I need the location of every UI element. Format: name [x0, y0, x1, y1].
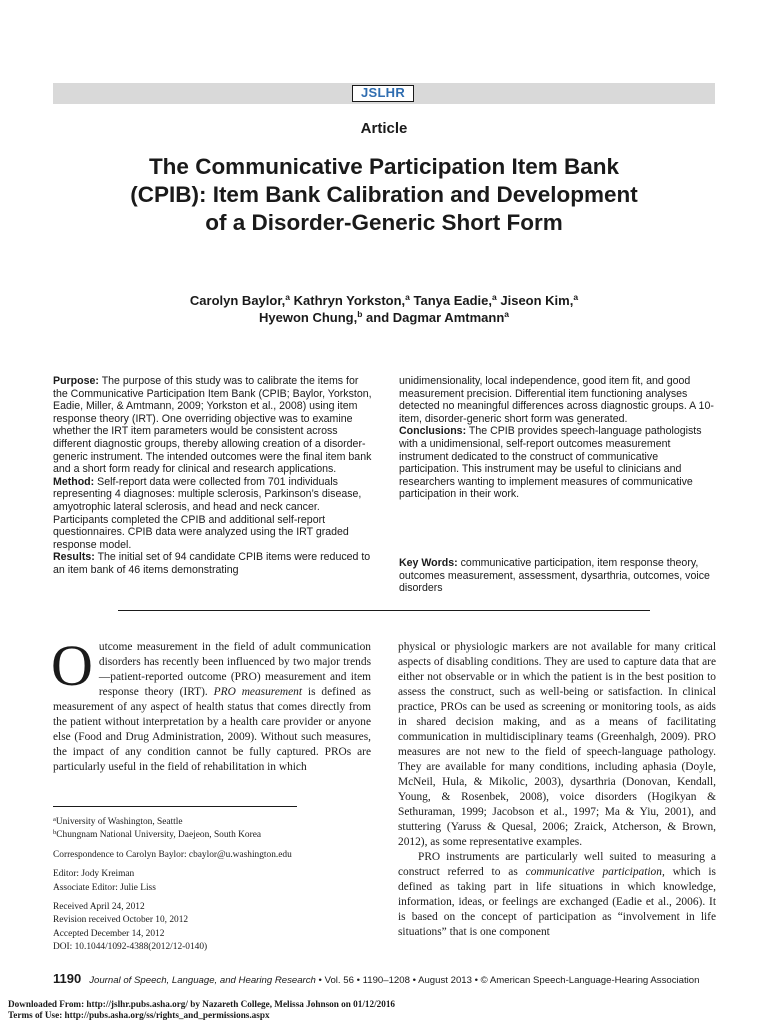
- abstract-results-label: Results:: [53, 551, 95, 564]
- abstract-conclusions-label: Conclusions:: [399, 425, 467, 438]
- footnote-correspondence: Correspondence to Carolyn Baylor: cbaylor@u.washington.edu: [53, 849, 292, 860]
- body-paragraph: physical or physiologic markers are not available for many critical aspects of disabling conditions. They are used to capture data that are either not observable or in which the patient is in the best position to assess the construct, such as well-being or satisfaction. In clinical practice, PROs can be used as screening or monitoring tools, as aids in shared decision making, and as a means of facilitating communication in multidisciplinary teams (Greenhalgh, 2009). PRO measures are not new to the field of speech-language pathology. They are available for many conditions, including aphasia (Doyle, McNeil, Hula, & Mikolic, 2003), dysarthria (Donovan, Kendall, Young, & Rosenbek, 2008), voice disorders (Hogikyan & Sethuraman, 1999; Jacobson et al., 1997; Ma & Yiu, 2001), and stuttering (Yaruss & Quesal, 2006; Zraick, Atcherson, & Brown, 2012), as some representative examples.: [398, 641, 716, 848]
- footnote-affiliation-b: $^b$Chungnam National University, Daejeon, South Korea: [53, 829, 262, 841]
- author-list: [140, 292, 628, 326]
- footnote-doi[interactable]: DOI: 10.1044/1092-4388(2012/12-0140): [53, 942, 208, 953]
- author-affiliation-mark: a: [405, 292, 410, 302]
- footnotes: [53, 816, 383, 955]
- citation-details: • Vol. 56 • 1190–1208 • August 2013 • © American Speech-Language-Hearing Association: [315, 975, 700, 986]
- abstract-conclusions: [399, 425, 719, 501]
- footnote-received: Received April 24, 2012: [53, 902, 145, 913]
- author-name: Kathryn Yorkston,: [293, 293, 406, 308]
- body-text: PRO instruments are particularly well suited to measuring a construct referred to as: [398, 851, 716, 878]
- body-left-column: [51, 633, 371, 775]
- abstract-method-label: Method:: [53, 475, 95, 488]
- author-affiliation-mark: a: [285, 292, 291, 302]
- footnote-associate-editor: Associate Editor: Julie Liss: [53, 882, 156, 893]
- body-paragraph: [51, 633, 371, 775]
- author-affiliation-mark: a: [573, 292, 579, 302]
- abstract-left-column: [53, 375, 373, 577]
- author-affiliation-mark: a: [492, 292, 497, 302]
- author-name: Jiseon Kim,: [500, 293, 574, 308]
- body-italic-term: communicative participation,: [525, 866, 665, 878]
- drop-cap: O: [51, 633, 93, 698]
- journal-citation: Journal of Speech, Language, and Hearing Research: [89, 975, 316, 986]
- abstract-divider: [118, 610, 650, 611]
- page-number: 1190: [53, 971, 82, 986]
- footnote-accepted: Accepted December 14, 2012: [53, 928, 165, 939]
- abstract-method: [53, 476, 373, 552]
- abstract-purpose-label: Purpose:: [53, 375, 99, 387]
- abstract-purpose-text: The purpose of this study was to calibrate the items for the Communicative Participation Item Bank (CPIB; Baylor, Yorkston, Eadie, Miller, & Amtmann, 2009; Yorkston et al., 2008) using item response theory (IRT). One overriding objective was to examine whether the IRT item parameters would be consistent across different diagnostic groups, thereby allowing creation of a disorder-generic instrument. The intended outcomes were the final item bank and a short form ready for clinical and research applications.: [53, 375, 372, 476]
- footnote-divider: [53, 806, 297, 807]
- abstract-method-text: Self-report data were collected from 701 individuals representing 4 diagnoses: multiple sclerosis, Parkinson’s disease, amyotrophic lateral sclerosis, and head and neck cancer. Participants completed the CPIB and additional self-report questionnaires. CPIB data were analyzed using the IRT graded response model.: [53, 475, 362, 551]
- footnote-affiliation-a: $^a$University of Washington, Seattle: [53, 816, 183, 827]
- body-italic-term: PRO measurement: [213, 686, 303, 698]
- paper-title: The Communicative Participation Item Bank (CPIB): Item Bank Calibration and Development of a Disorder-Generic Short Form: [130, 154, 638, 235]
- body-text: is defined as measurement of any aspect of health status that comes directly from the patient without interpretation by a health care provider or anyone else (Food and Drug Administration, 2009). Without such measures, the impact of any condition cannot be fully captured. PROs are particularly useful in the field of rehabilitation in which: [53, 686, 371, 773]
- download-notice[interactable]: Downloaded From: http://jslhr.pubs.asha.org/ by Nazareth College, Melissa Johnson on 01/12/2016: [8, 999, 396, 1009]
- keywords: [399, 557, 719, 595]
- body-text: utcome measurement in the field of adult communication disorders has recently been influenced by two major trends—patient-reported outcome (PRO) measurement and item response theory (IRT).: [98, 641, 371, 698]
- footnote-revision: Revision received October 10, 2012: [53, 915, 189, 926]
- author-affiliation-mark: a: [504, 309, 509, 319]
- keywords-text: communicative participation, item response theory, outcomes measurement, assessment, dysarthria, outcomes, voice disorders: [399, 557, 710, 595]
- terms-of-use-link[interactable]: Terms of Use: http://pubs.asha.org/ss/rights_and_permissions.aspx: [8, 1010, 270, 1020]
- author-name: Carolyn Baylor,: [189, 293, 286, 308]
- article-type-label: Article: [360, 120, 408, 137]
- abstract-right-column: [399, 375, 719, 501]
- author-name: Hyewon Chung,: [259, 310, 358, 325]
- journal-badge: JSLHR: [352, 85, 414, 102]
- abstract-purpose: [53, 375, 373, 476]
- abstract-conclusions-text: The CPIB provides speech-language pathologists with a unidimensional, self-report outcomes measurement instrument dedicated to the construct of communicative participation. This instrument may be useful to clinicians and researchers wanting to implement measures of communicative participation in their work.: [399, 425, 702, 501]
- body-paragraph: [398, 850, 716, 940]
- body-text: which is defined as taking part in life situations in which knowledge, information, ideas, or feelings are exchanged (Eadie et al., 2006). It is based on the concept of participation as “involvement in life situations” that is one component: [398, 866, 716, 938]
- abstract-results-text: The initial set of 94 candidate CPIB items were reduced to an item bank of 46 items demonstrating: [53, 551, 371, 576]
- abstract-results-continued: unidimensionality, local independence, good item fit, and good measurement precision. Differential item functioning analyses detected no meaningful differences across diagnostic groups. A 10-item, disorder-generic short form was generated.: [399, 375, 714, 425]
- footnote-editor: Editor: Jody Kreiman: [53, 869, 135, 880]
- page-footer: [53, 972, 733, 988]
- body-right-column: [398, 640, 716, 940]
- author-name: and Dagmar Amtmann: [366, 310, 505, 325]
- author-name: Tanya Eadie,: [413, 293, 493, 308]
- author-affiliation-mark: b: [357, 309, 363, 319]
- keywords-label: Key Words:: [399, 557, 458, 569]
- abstract-results: [53, 551, 373, 576]
